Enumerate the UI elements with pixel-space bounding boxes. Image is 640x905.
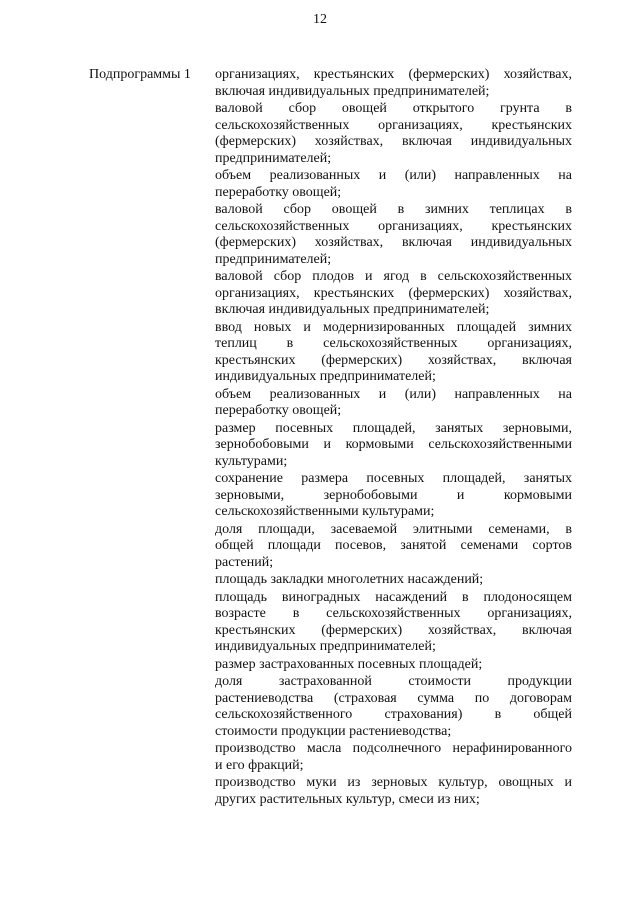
list-item-line: и его фракций;: [215, 757, 304, 773]
list-item: [215, 101, 572, 167]
list-item-line: производство муки из зерновых культур, овощных и: [215, 775, 572, 790]
list-item: [215, 674, 572, 740]
list-item-line: организациях, крестьянских (фермерских) хозяйствах,: [215, 285, 572, 301]
list-item-line: других растительных культур, смеси из них;: [215, 791, 480, 807]
list-item-line: предпринимателей;: [215, 150, 332, 166]
list-item-line: переработку овощей;: [215, 184, 342, 200]
list-item: [215, 269, 572, 319]
list-item-line: сельскохозяйственных организациях, крестьянских: [215, 218, 572, 234]
list-item-line: индивидуальных предпринимателей;: [215, 369, 436, 384]
list-item-line: зерновыми, зернобобовыми и кормовыми: [215, 487, 572, 503]
list-item: [215, 775, 572, 808]
list-item-line: растениеводства (страховая сумма по договорам: [215, 690, 572, 706]
list-item-line: культурами;: [215, 453, 288, 469]
list-item-line: (фермерских) хозяйствах, включая индивидуальных: [215, 134, 572, 149]
list-item-line: теплиц в сельскохозяйственных организациях,: [215, 336, 572, 351]
list-item-line: включая индивидуальных предпринимателей;: [215, 302, 490, 317]
list-item: [215, 67, 572, 100]
list-item-line: индивидуальных предпринимателей;: [215, 639, 436, 654]
list-item-line: размер посевных площадей, занятых зерновыми,: [215, 420, 572, 436]
list-item-line: площадь закладки многолетних насаждений;: [215, 572, 484, 587]
list-item-line: крестьянских (фермерских) хозяйствах, включая: [215, 622, 572, 638]
list-item-line: общей площади посевов, занятой семенами сортов: [215, 538, 572, 553]
list-item-line: доля площади, засеваемой элитными семенами, в: [215, 521, 572, 537]
list-item-line: сохранение размера посевных площадей, занятых: [215, 471, 572, 486]
list-item: [215, 421, 572, 471]
list-item-line: возрасте в сельскохозяйственных организациях,: [215, 606, 572, 621]
list-item-line: сельскохозяйственных организациях, крестьянских: [215, 117, 572, 133]
list-item-line: валовой сбор овощей в зимних теплицах в: [215, 202, 572, 217]
list-item-line: сельскохозяйственными культурами;: [215, 504, 435, 519]
list-item-line: сельскохозяйственного страхования) в общей: [215, 707, 572, 722]
list-item-line: объем реализованных и (или) направленных на: [215, 386, 572, 402]
list-item: [215, 387, 572, 420]
list-item-line: размер застрахованных посевных площадей;: [215, 656, 483, 672]
list-item-line: растений;: [215, 554, 274, 570]
list-item: [215, 471, 572, 521]
list-item-line: производство масла подсолнечного нерафинированного: [215, 741, 572, 756]
list-item-line: объем реализованных и (или) направленных на: [215, 168, 572, 183]
list-item-line: валовой сбор овощей открытого грунта в: [215, 101, 572, 116]
list-item-line: доля застрахованной стоимости продукции: [215, 674, 572, 689]
list-item: [215, 657, 572, 674]
indicator-list: [215, 67, 572, 809]
section-label: Подпрограммы 1: [89, 67, 191, 82]
page-number: 12: [313, 12, 327, 27]
list-item: [215, 522, 572, 572]
list-item: [215, 590, 572, 656]
list-item-line: зернобобовыми и кормовыми сельскохозяйственными: [215, 437, 572, 452]
list-item-line: крестьянских (фермерских) хозяйствах, включая: [215, 352, 572, 368]
list-item: [215, 202, 572, 268]
list-item-line: организациях, крестьянских (фермерских) хозяйствах,: [215, 67, 572, 82]
list-item: [215, 572, 572, 589]
list-item-line: предпринимателей;: [215, 251, 332, 267]
list-item-line: (фермерских) хозяйствах, включая индивидуальных: [215, 235, 572, 250]
list-item: [215, 741, 572, 774]
list-item-line: валовой сбор плодов и ягод в сельскохозяйственных: [215, 269, 572, 284]
list-item-line: стоимости продукции растениеводства;: [215, 723, 452, 739]
list-item: [215, 320, 572, 386]
list-item: [215, 168, 572, 201]
list-item-line: ввод новых и модернизированных площадей зимних: [215, 319, 572, 335]
list-item-line: площадь виноградных насаждений в плодоносящем: [215, 589, 572, 605]
list-item-line: переработку овощей;: [215, 403, 342, 418]
list-item-line: включая индивидуальных предпринимателей;: [215, 83, 490, 99]
